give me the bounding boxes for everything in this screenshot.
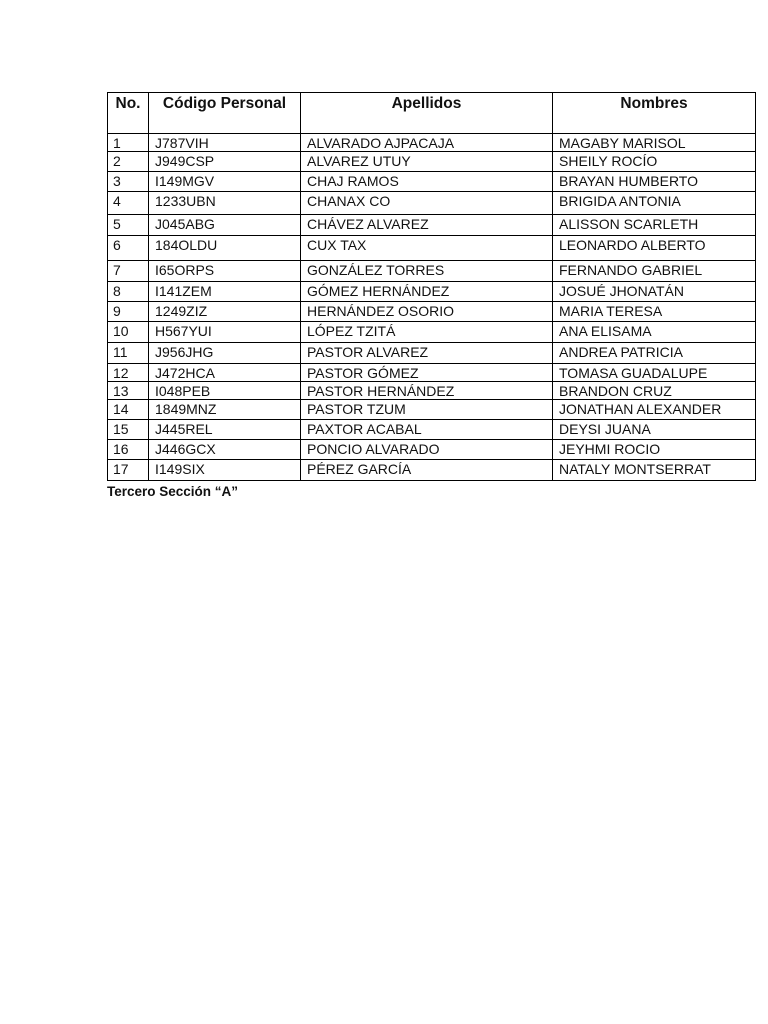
table-row: [108, 343, 756, 364]
cell-no: 9: [108, 302, 149, 322]
table-row: [108, 236, 756, 261]
cell-codigo: H567YUI: [149, 322, 301, 343]
cell-apellidos: CHANAX CO: [301, 192, 553, 215]
cell-apellidos: PÉREZ GARCÍA: [301, 460, 553, 481]
table-row: [108, 134, 756, 152]
cell-apellidos: PASTOR TZUM: [301, 400, 553, 420]
cell-nombres: FERNANDO GABRIEL: [553, 261, 756, 282]
table-row: [108, 460, 756, 481]
cell-apellidos: CUX TAX: [301, 236, 553, 261]
cell-no: 11: [108, 343, 149, 364]
header-nombres: Nombres: [553, 93, 756, 134]
cell-codigo: J472HCA: [149, 364, 301, 382]
cell-apellidos: PASTOR ALVAREZ: [301, 343, 553, 364]
cell-nombres: MAGABY MARISOL: [553, 134, 756, 152]
table-row: [108, 172, 756, 192]
header-row: [108, 93, 756, 134]
cell-apellidos: CHAJ RAMOS: [301, 172, 553, 192]
student-list: [107, 92, 755, 499]
cell-nombres: LEONARDO ALBERTO: [553, 236, 756, 261]
cell-codigo: I141ZEM: [149, 282, 301, 302]
cell-no: 6: [108, 236, 149, 261]
cell-nombres: BRAYAN HUMBERTO: [553, 172, 756, 192]
cell-no: 15: [108, 420, 149, 440]
cell-apellidos: ALVARADO AJPACAJA: [301, 134, 553, 152]
section-caption: Tercero Sección “A”: [107, 484, 239, 499]
cell-nombres: JOSUÉ JHONATÁN: [553, 282, 756, 302]
cell-no: 10: [108, 322, 149, 343]
cell-apellidos: ALVAREZ UTUY: [301, 152, 553, 172]
cell-no: 16: [108, 440, 149, 460]
cell-codigo: I149SIX: [149, 460, 301, 481]
cell-apellidos: LÓPEZ TZITÁ: [301, 322, 553, 343]
header-no: No.: [108, 93, 149, 134]
student-table: [107, 92, 756, 481]
cell-codigo: J956JHG: [149, 343, 301, 364]
cell-nombres: ANDREA PATRICIA: [553, 343, 756, 364]
cell-no: 14: [108, 400, 149, 420]
cell-no: 17: [108, 460, 149, 481]
table-row: [108, 440, 756, 460]
cell-codigo: 1233UBN: [149, 192, 301, 215]
cell-codigo: J446GCX: [149, 440, 301, 460]
cell-apellidos: PAXTOR ACABAL: [301, 420, 553, 440]
table-row: [108, 261, 756, 282]
cell-nombres: DEYSI JUANA: [553, 420, 756, 440]
cell-codigo: J787VIH: [149, 134, 301, 152]
cell-apellidos: GONZÁLEZ TORRES: [301, 261, 553, 282]
cell-apellidos: HERNÁNDEZ OSORIO: [301, 302, 553, 322]
table-row: [108, 152, 756, 172]
cell-no: 1: [108, 134, 149, 152]
cell-nombres: NATALY MONTSERRAT: [553, 460, 756, 481]
cell-no: 13: [108, 382, 149, 400]
table-row: [108, 282, 756, 302]
cell-nombres: JEYHMI ROCIO: [553, 440, 756, 460]
cell-codigo: I048PEB: [149, 382, 301, 400]
cell-apellidos: CHÁVEZ ALVAREZ: [301, 215, 553, 236]
cell-codigo: 1249ZIZ: [149, 302, 301, 322]
table-row: [108, 192, 756, 215]
table-row: [108, 364, 756, 382]
cell-apellidos: GÓMEZ HERNÁNDEZ: [301, 282, 553, 302]
cell-nombres: SHEILY ROCÍO: [553, 152, 756, 172]
cell-no: 3: [108, 172, 149, 192]
cell-codigo: J949CSP: [149, 152, 301, 172]
cell-codigo: I65ORPS: [149, 261, 301, 282]
cell-codigo: J445REL: [149, 420, 301, 440]
cell-nombres: BRANDON CRUZ: [553, 382, 756, 400]
table-row: [108, 382, 756, 400]
cell-no: 5: [108, 215, 149, 236]
cell-apellidos: PASTOR GÓMEZ: [301, 364, 553, 382]
cell-no: 4: [108, 192, 149, 215]
cell-no: 12: [108, 364, 149, 382]
cell-no: 7: [108, 261, 149, 282]
cell-apellidos: PONCIO ALVARADO: [301, 440, 553, 460]
cell-codigo: J045ABG: [149, 215, 301, 236]
cell-nombres: ANA ELISAMA: [553, 322, 756, 343]
cell-nombres: MARIA TERESA: [553, 302, 756, 322]
cell-nombres: ALISSON SCARLETH: [553, 215, 756, 236]
cell-codigo: 1849MNZ: [149, 400, 301, 420]
table-row: [108, 302, 756, 322]
header-codigo-personal: Código Personal: [149, 93, 301, 134]
cell-codigo: I149MGV: [149, 172, 301, 192]
cell-no: 2: [108, 152, 149, 172]
cell-codigo: 184OLDU: [149, 236, 301, 261]
cell-nombres: JONATHAN ALEXANDER: [553, 400, 756, 420]
cell-nombres: TOMASA GUADALUPE: [553, 364, 756, 382]
table-row: [108, 420, 756, 440]
table-row: [108, 215, 756, 236]
header-apellidos: Apellidos: [301, 93, 553, 134]
cell-nombres: BRIGIDA ANTONIA: [553, 192, 756, 215]
table-row: [108, 400, 756, 420]
cell-no: 8: [108, 282, 149, 302]
cell-apellidos: PASTOR HERNÁNDEZ: [301, 382, 553, 400]
table-row: [108, 322, 756, 343]
